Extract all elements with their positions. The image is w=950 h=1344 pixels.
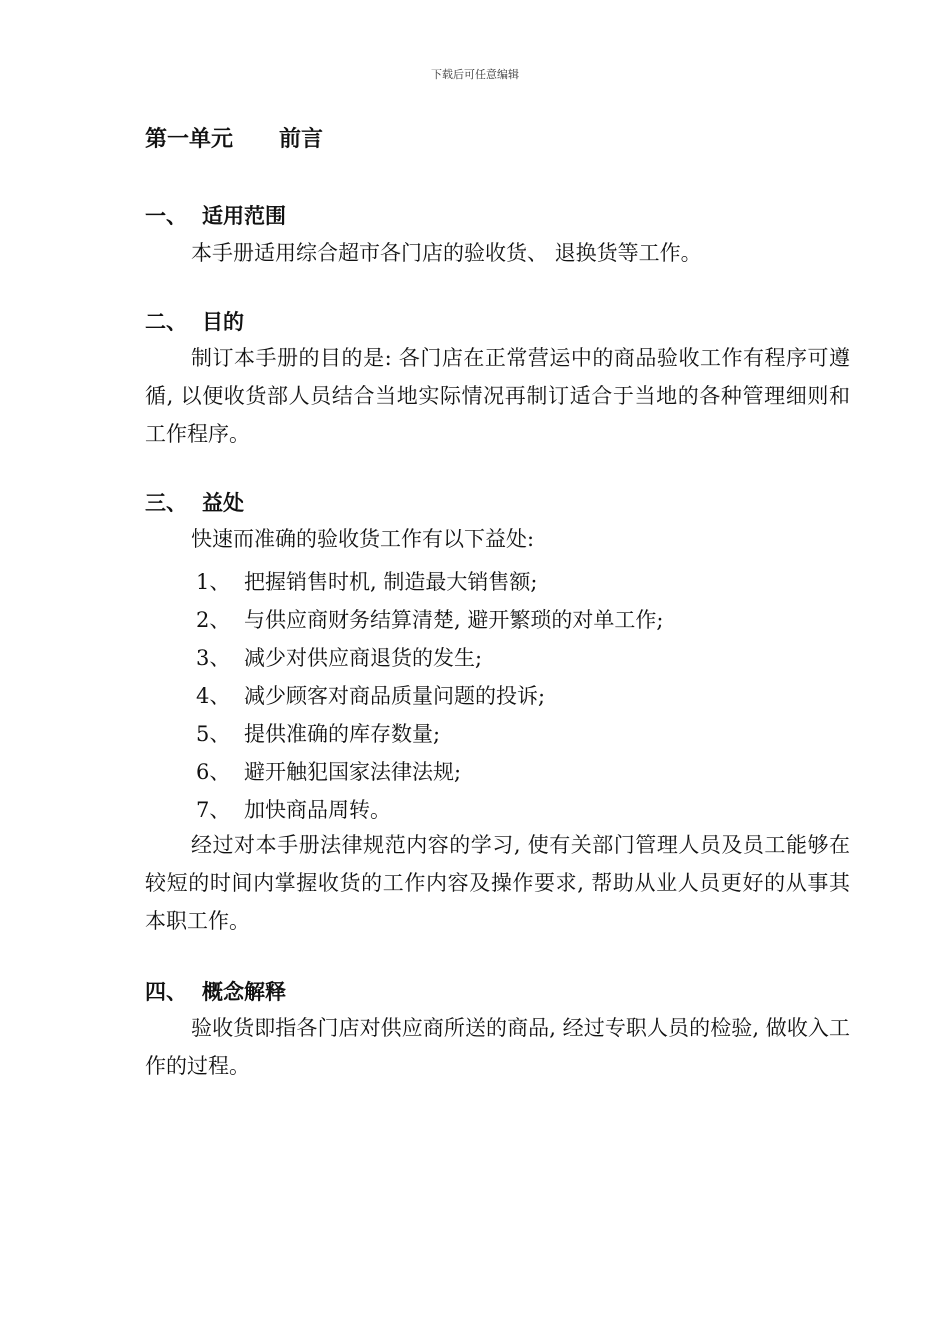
unit-title [145,122,323,153]
list-item [196,566,537,596]
section-title: 目的 [202,309,244,334]
list-text: 与供应商财务结算清楚, 避开繁琐的对单工作; [244,608,664,632]
unit-title-text: 前言 [279,126,324,152]
section-heading-purpose [145,306,244,336]
section-paragraph: 本手册适用综合超市各门店的验收货、 退换货等工作。 [191,241,702,265]
section-number: 四、 [145,979,187,1004]
section-number: 三、 [145,490,187,515]
list-index: 2、 [196,608,231,632]
section-title: 适用范围 [202,203,286,228]
section-title: 益处 [202,490,244,515]
list-text: 提供准确的库存数量; [244,722,441,746]
section-closing-paragraph: 经过对本手册法律规范内容的学习, 使有关部门管理人员及员工能够在较短的时间内掌握收货的工作内容及操作要求, 帮助从业人员更好的从事其本职工作。 [145,833,850,933]
section-title: 概念解释 [202,979,286,1004]
list-item [196,680,545,710]
section-heading-scope [145,200,286,230]
list-item [196,756,461,786]
list-text: 减少顾客对商品质量问题的投诉; [244,684,546,708]
list-item [196,642,482,672]
section-paragraph: 验收货即指各门店对供应商所送的商品, 经过专职人员的检验, 做收入工作的过程。 [145,1016,850,1078]
section-number: 二、 [145,309,187,334]
list-item [196,794,391,824]
list-item [196,604,663,634]
section-paragraph: 制订本手册的目的是: 各门店在正常营运中的商品验收工作有程序可遵循, 以便收货部人员结合当地实际情况再制订适合于当地的各种管理细则和工作程序。 [145,346,850,446]
list-text: 减少对供应商退货的发生; [244,646,483,670]
list-index: 3、 [196,646,231,670]
section-heading-concepts [145,976,286,1006]
list-text: 避开触犯国家法律法规; [244,760,462,784]
section-intro: 快速而准确的验收货工作有以下益处: [191,527,535,551]
list-text: 加快商品周转。 [244,798,391,822]
list-index: 1、 [196,570,231,594]
section-number: 一、 [145,203,187,228]
list-text: 把握销售时机, 制造最大销售额; [244,570,538,594]
list-index: 6、 [196,760,231,784]
list-index: 7、 [196,798,231,822]
list-item [196,718,440,748]
page-header: 下载后可任意编辑 [431,68,519,81]
list-index: 5、 [196,722,231,746]
list-index: 4、 [196,684,231,708]
unit-label: 第一单元 [145,126,234,152]
section-heading-benefits [145,487,244,517]
